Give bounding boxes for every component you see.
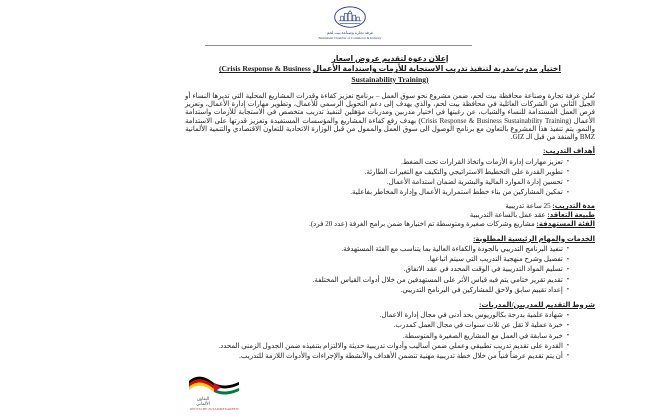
- chamber-logo: [300, 5, 400, 40]
- title-line-2-english: (Crisis Response & Business: [218, 64, 311, 74]
- doc-title: [185, 54, 595, 85]
- header-divider: [205, 45, 472, 46]
- chamber-emblem-icon: [331, 5, 369, 31]
- list-item: • تسليم المواد التدريبية في الوقت المحدد في عقد الاتفاق.: [185, 265, 569, 274]
- intro-part-1: تُعلن غرفة تجارة وصناعة محافظة بيت لحم، ضمن مشروع نحو سوق العمل – برنامج تعزيز كفاءة وقدرات المشاريع المحلية التي تديرها النساء أو الجيل الثاني من الشركات العائلية في محافظة بيت لحم، والذي يهدف إلى دعم التحويل الرسمي للأعمال، وتطوير مهارات إدارة الأعمال، وتعزيز فرص العمل المستدامة للنساء والشباب، عن رغبتها في اختيار مدربين ومدربات مؤهلين لتنفيذ تدريب متخصص في الاستجابة للأزمات واستدامة الأعمال: [185, 91, 595, 125]
- detail-label: الفئة المستهدفة:: [536, 219, 595, 228]
- org-name-english: Bethlehem Chamber of Commerce & Industry: [318, 35, 382, 40]
- training-details: [185, 202, 595, 228]
- objectives-list: [185, 158, 595, 198]
- list-item: • خبرة سابقة في العمل مع المشاريع الصغيرة والمتوسطة.: [185, 332, 569, 341]
- detail-row-target-group: [185, 220, 595, 229]
- list-item: • تفصيل وشرح منهجية التدريب التي سيتم اتباعها.: [185, 255, 569, 264]
- intro-paragraph: [185, 92, 595, 142]
- title-line-3: Sustainability Training): [351, 74, 429, 84]
- list-item: • شهادة علمية بدرجة بكالوريوس بحد أدنى في مجال إدارة الاعمال.: [185, 311, 569, 320]
- title-line-1: إعلان دعوة لتقديم عروض اسعار: [331, 54, 449, 63]
- list-item: • تحسين إدارة الموارد المالية والبشرية لضمان استدامة الأعمال.: [185, 178, 569, 187]
- flag-ribbon-icon: [188, 374, 240, 398]
- list-item: • تمكين المشاركين من بناء خطط استمرارية الأعمال وإدارة المخاطر بفاعلية.: [185, 188, 569, 197]
- detail-value: عقد عمل بالساعة التدريبية: [469, 211, 546, 220]
- list-item: • خبرة عملية لا تقل عن ثلاث سنوات في مجال العمل كمدرب.: [185, 321, 569, 330]
- services-list: [185, 245, 595, 295]
- conditions-list: [185, 311, 595, 361]
- detail-row-duration: [185, 202, 595, 211]
- cooperation-label-english: DEUTSCHE ZUSAMMENARBEIT: [190, 407, 240, 412]
- detail-row-contract: [185, 211, 595, 220]
- section-heading-services: الخدمات والمهام الرئيسية المطلوبة:: [473, 234, 595, 243]
- detail-label: طبيعة التعاقد:: [547, 211, 595, 220]
- detail-label: مدة التدريب:: [552, 202, 595, 211]
- title-line-2-arabic: اختيار مدرب/مدربة لتنفيذ تدريب الاستجابة للأزمات واستدامة الأعمال: [312, 64, 562, 74]
- org-name-arabic: غرفة تجارة وصناعة بيت لحم: [326, 30, 374, 35]
- list-item: • تطوير القدرة على التخطيط الاستراتيجي والتكيف مع التغيرات الطارئة.: [185, 168, 569, 177]
- cooperation-label-arabic: التعاون الألماني: [196, 396, 210, 407]
- section-heading-conditions: شروط التقديم للمدربين/المدربات:: [479, 300, 595, 309]
- list-item: • تقديم تقرير ختامي يتم فيه قياس الأثر على المستهدفين من خلال أدوات القياس المختلفة.: [185, 276, 569, 285]
- list-item: • أن يتم تقديم عرضاً فنياً من خلال خطة تدريبية مهنية تتضمن الأهداف والأنشطة والإجراءات والأدوات اللازمة للتدريب.: [185, 352, 569, 361]
- list-item: • تعزيز مهارات إدارة الأزمات واتخاذ القرارات تحت الضغط.: [185, 158, 569, 167]
- document-body: [185, 54, 595, 362]
- german-cooperation-logo: [188, 374, 248, 411]
- intro-part-2-english: (Crisis Response & Business Sustainability Training): [418, 116, 572, 125]
- section-heading-objectives: أهداف التدريب:: [543, 147, 595, 156]
- list-item: • تنفيذ البرنامج التدريبي بالجودة والكفاءة العالية بما يتناسب مع الفئة المستهدفة.: [185, 245, 569, 254]
- intro-part-3: بهدف رفع كفاءة المشاريع والمؤسسات المستفيدة وتعزيز قدرتها على الاستدامة والنمو. يتم تنفيذ هذا المشروع بالتعاون مع برنامج الوصول الى سوق العمل والممول من قبل الوزارة الاتحادية للتعاون الاقتصادي والتنمية الألمانية BMZ والمنفذ من قبل الـ GIZ.: [185, 116, 595, 141]
- detail-value: مشاريع وشركات صغيرة ومتوسطة تم اختيارها ضمن برامج الغرفة (عدد 20 فرد).: [309, 219, 535, 228]
- detail-value: 25 ساعة تدريبية: [505, 202, 551, 211]
- list-item: • القدرة على تقديم تدريب تطبيقي وعملي ضمن أساليب وأدوات تدريبية حديثة والالتزام بتنفيذه ضمن الجدول الزمني المحدد.: [185, 342, 569, 351]
- list-item: • إعداد تقييم سابق ولاحق للمشاركين في البرنامج التدريبي.: [185, 286, 569, 295]
- title-line-2: [185, 64, 595, 74]
